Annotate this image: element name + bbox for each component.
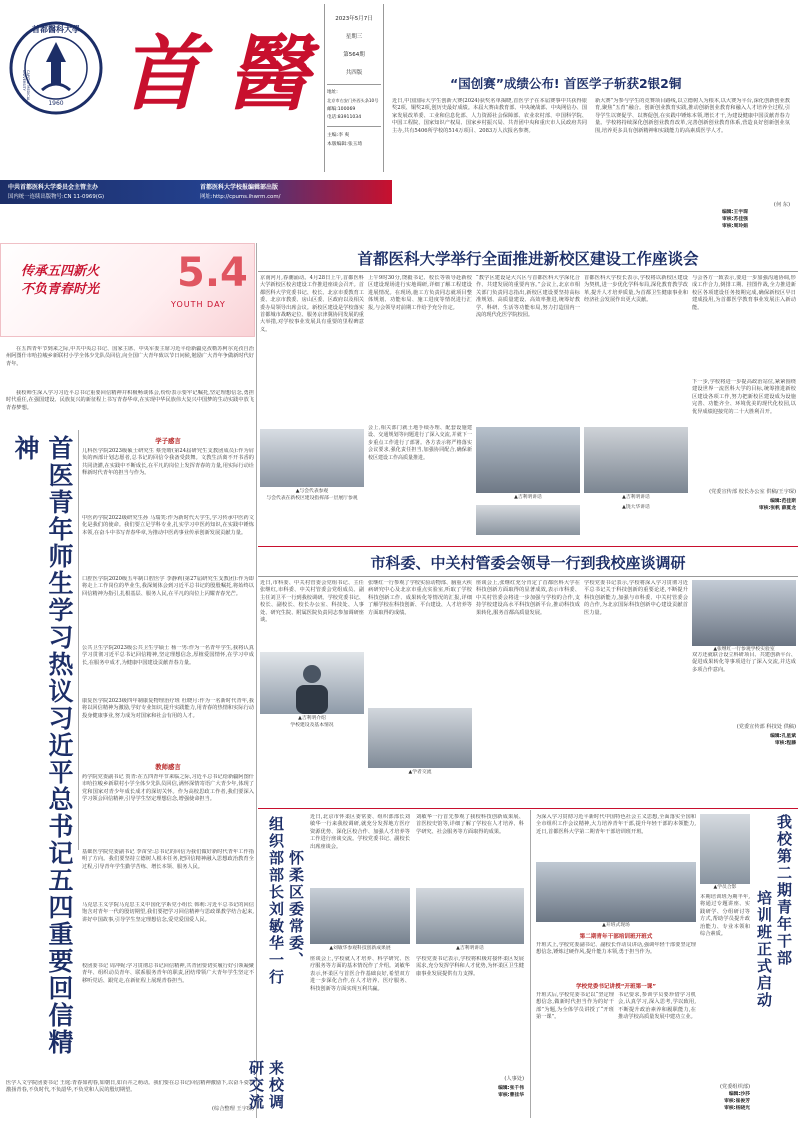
training-subhead-1: 第二期青年干部培训班开班式	[579, 934, 653, 940]
district-editor: 孔星斌	[781, 734, 796, 739]
top-news-col2: 新大赛”为参与学生的竞赛项目路线,以立德树人为根本,以大赛为平台,深化创新创业教育,聚焦“五育”融合。创新创业教育实践,推动创新创业教育和融入人才培养全过程,引导学生以赛促学、以赛促创,在实践中锤炼本领,增长才干,为建设健康中国贡献青春力量。学校将持续深化创新创业教育改革,完善创新创业教育体系,营造良好创新创业氛围,培养更多具有创新精神和实践能力的高素质医学人才。	[595, 98, 790, 134]
huairou-photo-exhibit	[310, 888, 410, 944]
huairou-signature: (人事处)	[504, 1076, 524, 1082]
banner-english: YOUTH DAY	[171, 300, 226, 309]
top-news	[392, 68, 792, 238]
new-campus-headline: 首都医科大学举行全面推进新校区建设工作座谈会	[357, 250, 699, 268]
district-caption-4: ▲学者交流	[408, 770, 432, 775]
top-news-review2-label: 审核:	[722, 223, 734, 229]
left-intro-2: 我校师生深入学习习近平总书记重要回信精神并积极畅谈体会,纷纷表示要牢记嘱托,坚定理想信念,勇担时代重任,在强国建设、民族复兴的新征程上书写青春华章,在实现中华民族伟大复兴中国梦的生动实践中放飞青春梦想。	[6, 390, 254, 411]
top-news-reviewer-2: 周玲娟	[733, 223, 748, 229]
top-news-headline: “国创赛”成绩公布! 首医学子斩获2银2铜	[450, 76, 682, 91]
editor-label: 主编:	[327, 133, 339, 138]
left-article	[0, 340, 255, 1120]
training-review1-label: 审核:	[724, 1098, 736, 1104]
huairou-col4: 学校党委书记表示,学校将积极对接怀柔区发展需求,充分发挥学科和人才优势,为怀柔区卫生健康事业发展提供有力支撑。	[416, 956, 524, 977]
district-col5: 双方还就联合设立科研项目、共建创新平台、促进成果转化等事项进行了深入交流,并达成多项合作意向。	[692, 652, 796, 673]
new-campus-col3: “教学区建设是大兴区与首都医科大学深化合作、共建发展的重要内容。”会议上,北京市相关部门负责同志指出,新校区建设要坚持高标准规划、高质量建设、高效率推进,统筹好教学、科研、生活等功能布局,努力打造国内一流的现代化医学院校园。	[476, 275, 580, 319]
new-campus-review-label: 审核:	[758, 505, 771, 511]
left-intro: 在五四青年节到来之际,中共中央总书记、国家主席、中央军委主席习近平给新疆克孜勒苏柯尔克孜自治州阿图什市哈拉峻乡新联村小学全体少先队员回信,向全国广大青年致以节日问候,勉励广大青年争做新时代好青年。	[6, 346, 254, 367]
new-campus-caption-1: ▲与会代表参观	[295, 489, 329, 494]
banner-tagline-1: 传承五四新火	[21, 264, 100, 279]
new-campus-col5: 与会各方一致表示,要进一步加强沟通协调,形成工作合力,倒排工期、挂图作战,全力推进新校区各项建设任务按期完成,确保新校区早日建成投用,为首都医学教育事业发展注入新动能。	[692, 275, 796, 311]
top-news-col1: 近日,中国国际大学生创新大赛(2024)获奖名单揭晓,首医学子在本届赛事中共获得银奖2项、铜奖2项,创历史最好成绩。本届大赛由教育部、中央统战部、中央网信办、国家发展改革委、工业和信息化部、人力资源社会保障部、农业农村部、中国科学院、中国工程院、国家知识产权局、国家乡村振兴局、共青团中央和重庆市人民政府共同主办,共有5406所学校的514万项目、2083万人次报名参赛。	[392, 98, 587, 134]
top-news-signature: (何 东)	[773, 202, 790, 208]
training-caption-2: ▲学员合影	[713, 885, 737, 890]
bar-right-1: 首都医科大学校报编辑部出版	[200, 184, 279, 191]
new-campus-photo-speech-1	[584, 427, 688, 493]
postcode-label: 邮编:	[327, 107, 338, 112]
bar-left-2: 国内统一连续出版物号:CN 11-0969(G)	[8, 194, 105, 200]
training-signature: (党委组织部)	[720, 1084, 750, 1090]
district-col4: 学校党委书记表示,学校将深入学习贯彻习近平总书记关于科技创新的重要论述,不断提升科技创新能力,加强与市科委、中关村管委会的合作,为北京国际科技创新中心建设贡献首医力量。	[584, 580, 688, 616]
left-subhead-students: 学子感言	[155, 437, 181, 445]
huairou-reviewer: 曹挂华	[509, 1092, 524, 1098]
huairou-col3: 座谈会上,学校就人才培养、科学研究、医疗服务等方面的基本情况作了介绍。刘敏华表示,怀柔区与首医合作基础良好,希望双方进一步深化合作,在人才培养、医疗服务、科技创新等方面实现互利共赢。	[310, 956, 410, 992]
left-signature: (综合整理 王宇琛)	[211, 1106, 254, 1112]
top-news-editor: 王宇琛	[733, 210, 748, 215]
training-reviewer-1: 崔俊芳	[735, 1098, 750, 1104]
bar-right-2[interactable]: 网址:http://cpums.ihwrm.com/	[200, 194, 281, 200]
masthead-info	[324, 4, 384, 172]
huairou-editor: 张千伟	[509, 1086, 524, 1091]
new-campus-editor: 范佳斯	[781, 499, 796, 504]
training-reviewer-2: 杨晓光	[735, 1105, 750, 1111]
duty-label: 本版编辑:	[327, 142, 348, 147]
new-campus-photo-meeting	[476, 427, 580, 493]
new-campus-photo-speech-2	[476, 505, 580, 535]
district-caption-1: ▲吉利明介绍	[298, 716, 326, 721]
phone: 83911034	[337, 115, 362, 120]
district-col1: 近日,市科委、中关村管委会党组书记、主任张继红,市科委、中关村管委会党组成员、副主任刘卫平一行到我校调研。学校党委书记、校长、副校长、校长办公室、科技处、人事处、研究生院、附属医院负责同志参加调研座谈。	[260, 580, 364, 624]
logo-ring-english: CAPITAL MEDICAL UNIVERSITY	[22, 70, 30, 102]
huairou-photo-speech	[416, 888, 524, 944]
address-label: 地址:	[327, 90, 338, 95]
new-campus-caption-5: ▲饶大华讲话	[622, 505, 650, 510]
huairou-vertical-headline-1: 组织部部长刘敏华一行	[267, 816, 285, 986]
training-vertical-headline-2: 培训班正式启动	[755, 890, 773, 1009]
huairou-caption-1: ▲刘敏华参观科技创新成果展	[329, 946, 391, 951]
new-campus-photo-exhibit	[260, 429, 364, 487]
phone-label: 电话:	[327, 115, 338, 120]
left-vertical-headline: 首医青年师生学习热议习近平总书记五四重要回信精神	[11, 435, 74, 1056]
district-article	[258, 548, 800, 806]
new-campus-caption-2: 与会代表在新校区建设指挥部一层展厅参观	[266, 496, 358, 501]
new-campus-col7: 下一步,学校将进一步提高政治站位,紧紧围绕建设世界一流医科大学的目标,统筹推进新校区建设各项工作,努力把新校区建设成为设施完善、功能齐全、环境优美的现代化校园,以优异成绩迎接党的二十大胜利召开。	[692, 379, 796, 415]
left-p7: 基础医学院党委副书记 李苗莹:总书记的回信为我们做好新时代青年工作指明了方向。我们要坚持立德树人根本任务,把回信精神融入思想政治教育全过程,引导青年学生勤学苦练、增长本领、服务人民。	[82, 849, 254, 870]
top-news-review1-label: 审核:	[722, 216, 734, 222]
training-editor: 沙莎	[740, 1092, 750, 1097]
left-subhead-teachers: 教师感言	[155, 763, 181, 771]
training-col2: 开班式上,学校党委副书记、副校长作动员讲话,强调年轻干部要坚定理想信念,锤炼过硬作风,提升能力本领,勇于担当作为。	[536, 942, 696, 956]
duty-editor: 张玉琦	[347, 142, 363, 147]
logo-ring-text: 首都醫科大學	[32, 25, 80, 34]
district-caption-2: 学校建设及基本情况	[290, 723, 334, 728]
masthead-bar	[0, 180, 392, 204]
training-col4: 书记要求,参训学员要珍惜学习机会,认真学习,深入思考,学以致用,不断提升政治素养和履职能力,在推动学校高质量发展中建功立业。	[618, 992, 696, 1021]
left-p9: 校团委书记 周冲妮:学习贯彻总书记回信精神,共青团要切实履行好引领凝聚青年、组织动员青年、联系服务青年的职责,团结带领广大青年学生坚定不移听党话、跟党走,在新征程上展现青春担当。	[82, 963, 254, 984]
top-news-editor-label: 编辑:	[722, 210, 734, 215]
new-campus-col6: 会上,相关部门就土地手续办理、配套设施建设、交通规划等问题进行了深入交流,并就下一步重点工作进行了部署。各方表示将严格落实会议要求,强化责任担当,加强协同配合,确保新校区建设工作高质量推进。	[368, 425, 472, 461]
district-review-label: 审核:	[774, 740, 787, 746]
new-campus-col2: 上午9时30分,饶毅书记、校长等领导赴新校区建设现场进行实地调研,详细了解工程建设进展情况。在现场,施工方负责同志就项目整体规划、功能布局、施工进度等情况进行汇报,与会领导对前期工作给予充分肯定。	[368, 275, 472, 311]
new-campus-signature: (党委宣传部 校长办公室 供稿/王宇琛)	[709, 489, 796, 495]
district-editor-label: 编辑:	[770, 734, 782, 739]
issue-date: 2023年5月7日	[335, 16, 373, 22]
training-review2-label: 审核:	[724, 1105, 736, 1111]
postcode: 100069	[337, 107, 356, 112]
issue-pages: 共四版	[345, 70, 363, 76]
district-col3: 座谈会上,张继红充分肯定了首都医科大学在科技创新方面取得的显著成效,表示市科委、中关村管委会将进一步加强与学校的合作,支持学校建设高水平科技创新平台,推动科技成果转化,服务首都高质量发展。	[476, 580, 580, 616]
left-p2: 中医药学院2022级研究生孙 马瑞笑:作为新时代大学生,学习传承中医药文化是我们的使命。我们要立足学科专业,扎实学习中医药知识,在实践中锤炼本领,在奋斗中书写青春华章,为推动中医药事业传承创新发展贡献力量。	[82, 515, 254, 536]
new-campus-reviewers: 张帆 薛夏龙	[770, 505, 796, 511]
logo-year: 1960	[48, 100, 64, 107]
chief-editor: 李 爽	[338, 133, 350, 138]
masthead	[0, 0, 800, 240]
training-caption-1: ▲开班式现场	[602, 923, 630, 928]
left-p3: 口腔医学院2020级五年制口腔医学 李静莉(第27届研究生支教团):作为即将走上工作岗位的毕业生,我深刻体会到习近平总书记的殷殷嘱托,将始终以回信精神为指引,扎根基层、服务人民,在平凡的岗位上闪耀青春光芒。	[82, 576, 254, 597]
huairou-col1: 近日,北京市怀柔区委常委、组织部部长刘敏华一行来我校调研,就充分发挥地方医疗资源优势、深化区校合作、加强人才培养等工作进行座谈交流。学校党委书记、副校长出席座谈会。	[310, 814, 410, 850]
banner-number: 5.4	[177, 250, 248, 296]
left-p4: 公共卫生学院2023级公共卫生学硕士 杨一男:作为一名青年学生,我将认真学习贯彻习近平总书记回信精神,坚定理想信念,厚植爱国情怀,在学习中成长,在服务中成才,为健康中国建设贡献青春力量。	[82, 645, 254, 666]
top-news-reviewer-1: 苏佳强	[733, 216, 748, 222]
huairou-editor-label: 编辑:	[498, 1086, 510, 1091]
training-article	[532, 810, 800, 1120]
left-p5: 康复医学院2023级四年制康复物理治疗班 杜晓月:作为一名新时代青年,我将以回信精神为激励,学好专业知识,提升实践能力,用青春的热情和实际行动投身健康事业,努力成为对国家和社会有用的人才。	[82, 698, 254, 719]
new-campus-editor-label: 编辑:	[770, 499, 782, 504]
training-col3: 开班式后,学校党委书记以“坚定理想信念,做新时代担当作为的好干部”为题,为全体学员讲授了“开班第一课”。	[536, 992, 614, 1021]
training-photo-ceremony	[536, 862, 696, 922]
training-photo-group	[700, 814, 750, 884]
huairou-col2: 刘敏华一行首先参观了我校科技创新成果展、首医校史馆等,详细了解了学校在人才培养、科学研究、社会服务等方面取得的成果。	[416, 814, 524, 835]
district-col2: 张继红一行参观了学校实验动物部、脑重大疾病研究中心及北京市重点实验室,听取了学校科技创新工作、成果转化等情况的汇报,详细了解学校在科技创新、平台建设、人才培养等方面取得的成绩。	[368, 580, 472, 616]
left-p10: 医学人文学院团委书记 王庭:青春如初春,如朝日,如百卉之萌动。我们要在总书记回信精神激励下,以奋斗姿态激扬青春,不负时代,不负韶华,不负党和人民的殷切期望。	[6, 1080, 254, 1094]
person-silhouette-icon	[260, 652, 364, 714]
bar-left-1: 中共首都医科大学委员会主管主办	[8, 184, 99, 191]
new-campus-col1: 京南河月,春潮涌动。4月28日上午,首都医科大学新校区校舍建设工作推进座谈会召开。首都医科大学党委书记、校长、北京市委教育工委、北京市教委、房山区委、区政府以及相关委办局领导出席会议。新校区建设是学校落实首都城市战略定位、服务京津冀协同发展的重大举措,对学校事业发展具有重要的里程碑意义。	[260, 275, 364, 333]
new-campus-caption-4: ▲吉利明讲话	[622, 495, 650, 500]
newspaper-title: 首 醫	[120, 26, 307, 122]
huairou-vertical-headline-3: 来校调研交流	[247, 1060, 285, 1111]
huairou-review-label: 审核:	[498, 1092, 510, 1098]
issue-number: 第564期	[343, 52, 365, 58]
address: 北京市右安门外西头条10号	[327, 98, 379, 103]
district-photo-speaker	[260, 652, 364, 714]
new-campus-article	[258, 243, 800, 543]
huairou-caption-2: ▲吉利明讲话	[456, 946, 484, 951]
training-vertical-headline-1: 我校第二期青年干部	[775, 814, 793, 967]
left-p1: 儿科医学院2023级硕士研究生 蔡莞晴(第24届研究生支教团成员):作为肩负的西部计划志愿者,总书记的回信令我备受鼓舞。文教生活离不开书香的共同浇灌,在实践中不断成长,在平凡的岗位上发挥青春的力量,用实际行动诠释新时代青年的担当与作为。	[82, 448, 254, 477]
left-p8: 马克思主义学院马克思主义中国化学系党小组长 韩莉:习近平总书记的回信饱含对青年一代的殷切期望,我们要把学习回信精神与思政课教学结合起来,讲好中国故事,引导学生坚定理想信念,爱党爱国爱人民。	[82, 902, 254, 923]
new-campus-caption-3: ▲吉利明讲话	[514, 495, 542, 500]
district-signature: (党委宣传部 科技处 供稿)	[736, 724, 796, 730]
district-photo-lab	[692, 580, 796, 646]
new-campus-col4: 首都医科大学校长表示,学校将以新校区建设为契机,进一步优化学科布局,深化教育教学改革,提升人才培养质量,为首都卫生健康事业和经济社会发展作出更大贡献。	[584, 275, 688, 304]
university-logo	[8, 20, 104, 116]
huairou-article	[247, 810, 528, 1120]
district-headline: 市科委、中关村管委会领导一行到我校座谈调研	[370, 554, 686, 572]
issue-weekday: 星期三	[345, 34, 363, 40]
training-col1: 为深入学习贯彻习近平新时代中国特色社会主义思想,全面落实全国和全市组织工作会议精神,大力培养青年干部,提升年轻干部的本领能力,近日,首都医科大学第二期青年干部培训班开班。	[536, 814, 696, 835]
huairou-vertical-headline-2: 怀柔区委常委、	[287, 850, 305, 969]
training-col5: 本期培训班为期半年,将通过专题讲座、实践研学、分组研讨等方式,帮助学员提升政治能力、专业本领和综合素质。	[700, 894, 750, 938]
youth-day-banner	[0, 243, 255, 337]
district-photo-exchange	[368, 708, 472, 768]
training-editor-label: 编辑:	[728, 1092, 741, 1097]
left-p6: 药学院党委副书记 贺青:在五四青年节来临之际,习近平总书记给新疆阿图什市哈拉峻乡新联村小学全体少先队员回信,满怀深情寄语广大青少年,体现了党和国家对青少年成长成才的深切关怀。作为高校思政工作者,我们要深入学习领会回信精神,引导学生坚定理想信念,增强使命担当。	[82, 774, 254, 803]
training-subhead-2: 学校党委书记讲授“开班第一课”	[575, 984, 657, 990]
district-reviewer: 程藤	[786, 740, 796, 746]
district-caption-3: ▲张继红一行参观学校实验室	[713, 647, 775, 652]
banner-tagline-2: 不负青春时光	[21, 282, 100, 297]
